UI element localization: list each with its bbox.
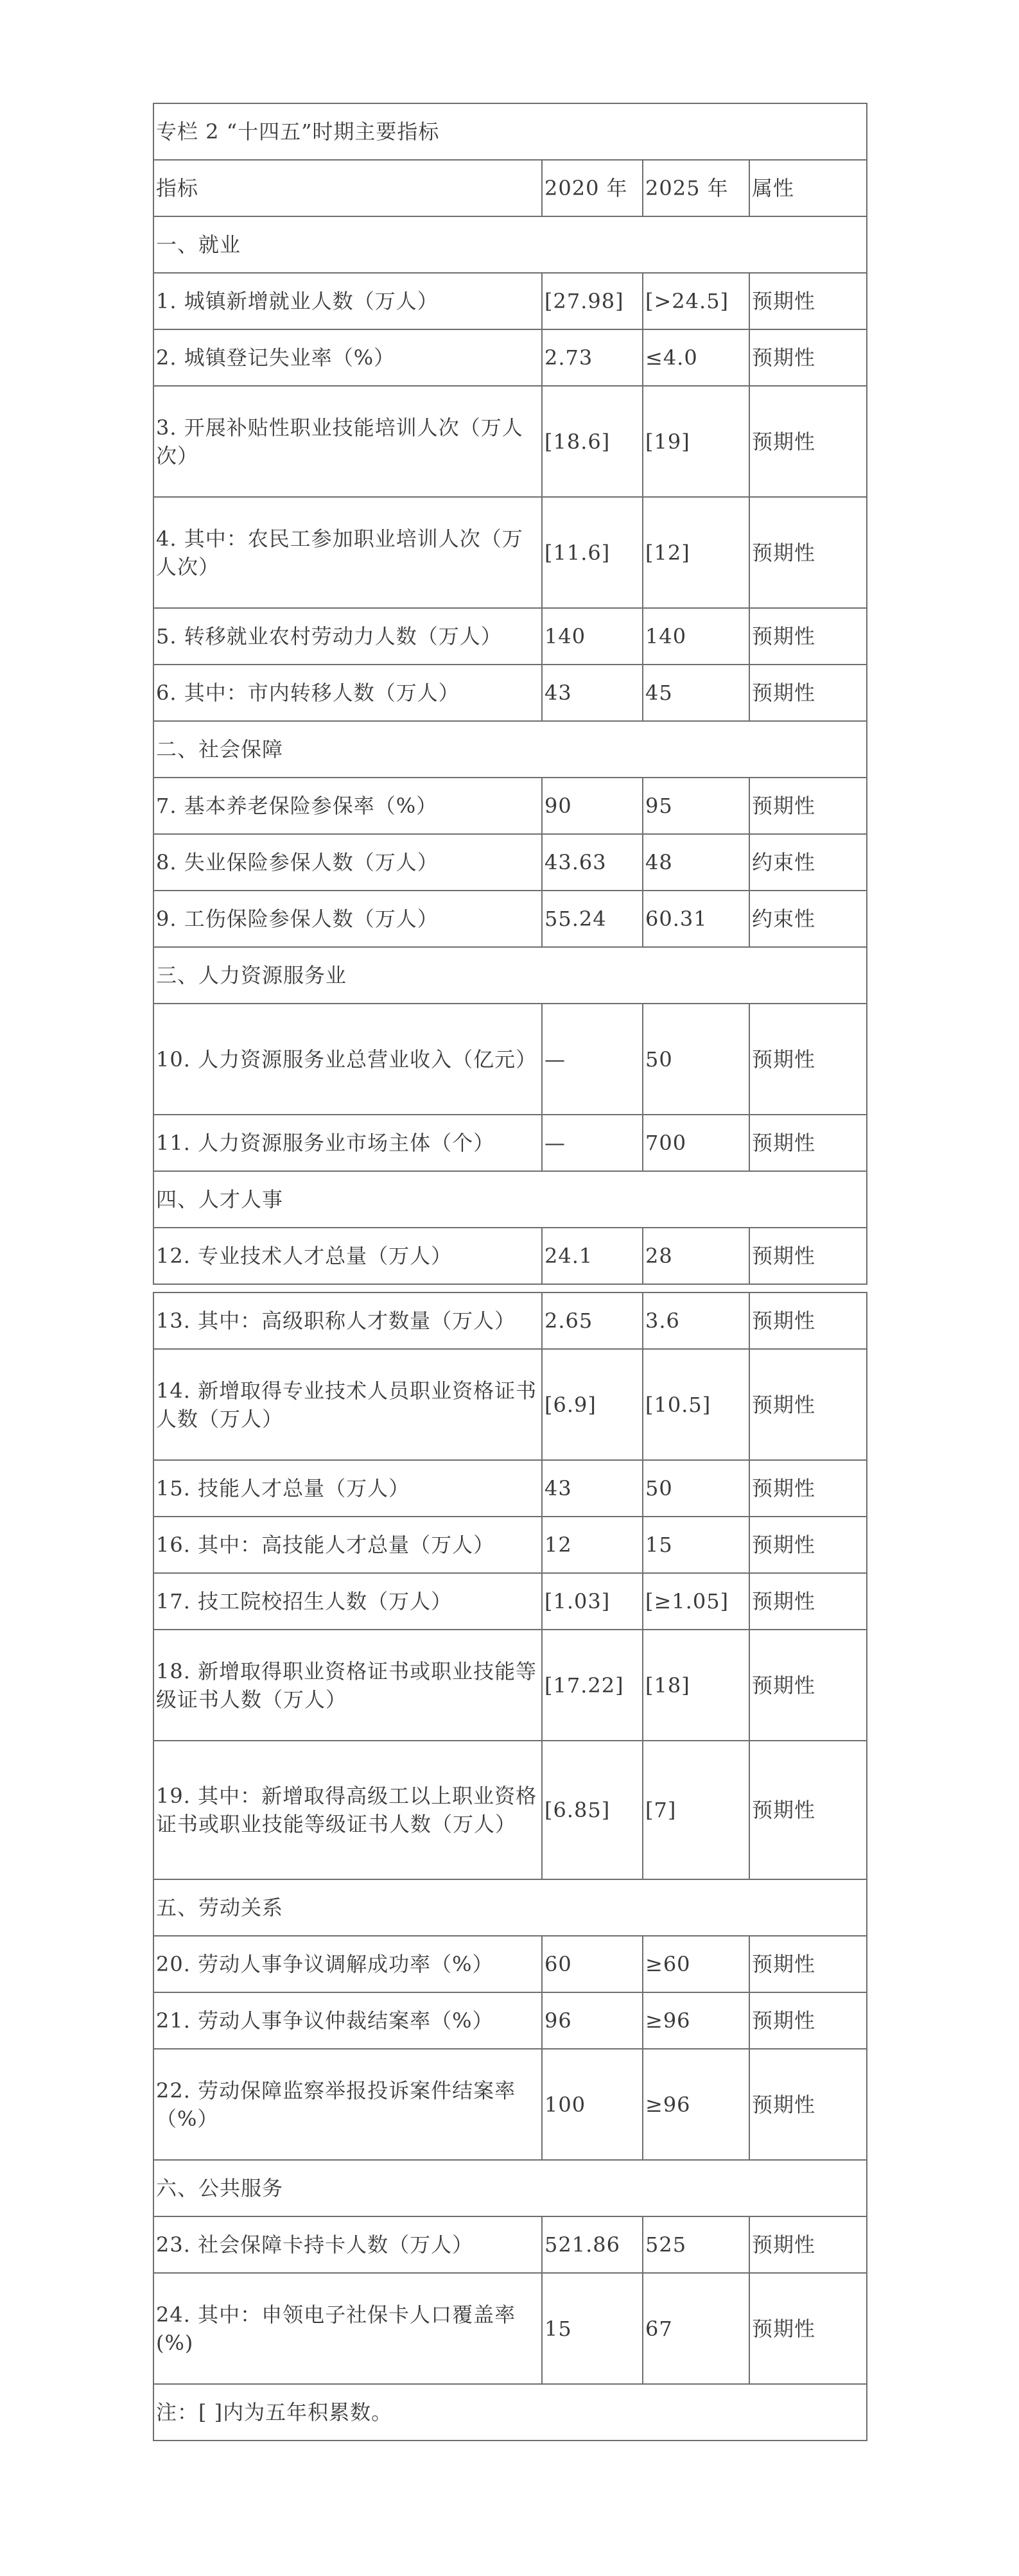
attribute-cell: 预期性 xyxy=(749,1460,867,1517)
value-2020-cell: 100 xyxy=(542,2049,643,2160)
attribute-cell: 预期性 xyxy=(749,778,867,834)
table-row xyxy=(153,1004,867,1115)
indicators-table-part2 xyxy=(153,1292,867,2441)
value-2020-cell: 55.24 xyxy=(542,891,643,947)
table-row xyxy=(153,2049,867,2160)
table-row xyxy=(153,2216,867,2273)
value-2020-cell: 2.73 xyxy=(542,329,643,386)
value-2020-cell: 12 xyxy=(542,1517,643,1573)
attribute-cell: 预期性 xyxy=(749,1349,867,1460)
attribute-cell: 预期性 xyxy=(749,2049,867,2160)
value-2020-cell: — xyxy=(542,1004,643,1115)
value-2020-cell: — xyxy=(542,1115,643,1171)
value-2025-cell: 50 xyxy=(643,1004,749,1115)
indicator-cell: 10. 人力资源服务业总营业收入（亿元） xyxy=(153,1004,542,1115)
value-2025-cell: ≥60 xyxy=(643,1936,749,1992)
attribute-cell: 预期性 xyxy=(749,386,867,497)
value-2025-cell: 95 xyxy=(643,778,749,834)
footer-row xyxy=(153,2384,867,2441)
table-row xyxy=(153,497,867,608)
indicator-cell: 22. 劳动保障监察举报投诉案件结案率（%） xyxy=(153,2049,542,2160)
section-row xyxy=(153,721,867,778)
table-row xyxy=(153,891,867,947)
value-2025-cell: 48 xyxy=(643,834,749,891)
value-2025-cell: 140 xyxy=(643,608,749,665)
value-2020-cell: 43.63 xyxy=(542,834,643,891)
attribute-cell: 预期性 xyxy=(749,665,867,721)
table-row xyxy=(153,2273,867,2384)
value-2025-cell: ≥96 xyxy=(643,2049,749,2160)
indicators-table-part1 xyxy=(153,103,867,1285)
value-2020-cell: 140 xyxy=(542,608,643,665)
value-2020-cell: 43 xyxy=(542,1460,643,1517)
attribute-cell: 预期性 xyxy=(749,1573,867,1630)
value-2025-cell: 700 xyxy=(643,1115,749,1171)
value-2025-cell: [19] xyxy=(643,386,749,497)
indicator-cell: 17. 技工院校招生人数（万人） xyxy=(153,1573,542,1630)
attribute-cell: 预期性 xyxy=(749,497,867,608)
table-row xyxy=(153,386,867,497)
value-2025-cell: ≥96 xyxy=(643,1992,749,2049)
indicator-cell: 16. 其中：高技能人才总量（万人） xyxy=(153,1517,542,1573)
attribute-cell: 预期性 xyxy=(749,329,867,386)
table-row xyxy=(153,665,867,721)
value-2020-cell: 90 xyxy=(542,778,643,834)
attribute-cell: 预期性 xyxy=(749,2216,867,2273)
value-2025-cell: 525 xyxy=(643,2216,749,2273)
value-2025-cell: 50 xyxy=(643,1460,749,1517)
table-row xyxy=(153,1115,867,1171)
table-title-row xyxy=(153,103,867,160)
value-2025-cell: [>24.5] xyxy=(643,273,749,329)
footnote: 注：[ ]内为五年积累数。 xyxy=(153,2384,867,2441)
table-row xyxy=(153,1460,867,1517)
section-heading: 二、社会保障 xyxy=(153,721,867,778)
value-2020-cell: 15 xyxy=(542,2273,643,2384)
table-row xyxy=(153,273,867,329)
attribute-cell: 约束性 xyxy=(749,834,867,891)
indicator-cell: 7. 基本养老保险参保率（%） xyxy=(153,778,542,834)
table-row xyxy=(153,329,867,386)
section-heading: 四、人才人事 xyxy=(153,1171,867,1228)
value-2020-cell: [27.98] xyxy=(542,273,643,329)
value-2020-cell: 43 xyxy=(542,665,643,721)
table-row xyxy=(153,1630,867,1741)
value-2025-cell: [10.5] xyxy=(643,1349,749,1460)
indicator-cell: 15. 技能人才总量（万人） xyxy=(153,1460,542,1517)
attribute-cell: 预期性 xyxy=(749,1992,867,2049)
table-row xyxy=(153,1741,867,1879)
table-row xyxy=(153,1517,867,1573)
table-row xyxy=(153,1573,867,1630)
value-2025-cell: 67 xyxy=(643,2273,749,2384)
indicator-cell: 9. 工伤保险参保人数（万人） xyxy=(153,891,542,947)
section-heading: 六、公共服务 xyxy=(153,2160,867,2216)
indicator-cell: 21. 劳动人事争议仲裁结案率（%） xyxy=(153,1992,542,2049)
value-2020-cell: [11.6] xyxy=(542,497,643,608)
section-row xyxy=(153,1171,867,1228)
table-row xyxy=(153,834,867,891)
indicator-cell: 8. 失业保险参保人数（万人） xyxy=(153,834,542,891)
indicator-cell: 11. 人力资源服务业市场主体（个） xyxy=(153,1115,542,1171)
header-indicator: 指标 xyxy=(153,160,542,216)
attribute-cell: 预期性 xyxy=(749,1228,867,1284)
attribute-cell: 预期性 xyxy=(749,1630,867,1741)
value-2025-cell: 3.6 xyxy=(643,1292,749,1349)
value-2020-cell: [6.9] xyxy=(542,1349,643,1460)
section-heading: 三、人力资源服务业 xyxy=(153,947,867,1004)
value-2020-cell: 24.1 xyxy=(542,1228,643,1284)
section-heading: 一、就业 xyxy=(153,216,867,273)
table-header-row xyxy=(153,160,867,216)
value-2020-cell: 96 xyxy=(542,1992,643,2049)
attribute-cell: 预期性 xyxy=(749,1517,867,1573)
table-row xyxy=(153,1228,867,1284)
indicator-cell: 19. 其中：新增取得高级工以上职业资格证书或职业技能等级证书人数（万人） xyxy=(153,1741,542,1879)
value-2020-cell: [18.6] xyxy=(542,386,643,497)
indicator-cell: 5. 转移就业农村劳动力人数（万人） xyxy=(153,608,542,665)
value-2025-cell: [12] xyxy=(643,497,749,608)
attribute-cell: 预期性 xyxy=(749,2273,867,2384)
value-2025-cell: 60.31 xyxy=(643,891,749,947)
attribute-cell: 约束性 xyxy=(749,891,867,947)
attribute-cell: 预期性 xyxy=(749,1115,867,1171)
value-2020-cell: [6.85] xyxy=(542,1741,643,1879)
value-2020-cell: [17.22] xyxy=(542,1630,643,1741)
attribute-cell: 预期性 xyxy=(749,1004,867,1115)
value-2020-cell: 60 xyxy=(542,1936,643,1992)
table-row xyxy=(153,608,867,665)
indicator-cell: 1. 城镇新增就业人数（万人） xyxy=(153,273,542,329)
attribute-cell: 预期性 xyxy=(749,273,867,329)
indicator-cell: 12. 专业技术人才总量（万人） xyxy=(153,1228,542,1284)
table-row xyxy=(153,1349,867,1460)
section-row xyxy=(153,1879,867,1936)
table-row xyxy=(153,778,867,834)
header-2020: 2020 年 xyxy=(542,160,643,216)
indicator-cell: 3. 开展补贴性职业技能培训人次（万人次） xyxy=(153,386,542,497)
value-2025-cell: [18] xyxy=(643,1630,749,1741)
attribute-cell: 预期性 xyxy=(749,608,867,665)
section-heading: 五、劳动关系 xyxy=(153,1879,867,1936)
value-2020-cell: 521.86 xyxy=(542,2216,643,2273)
header-2025: 2025 年 xyxy=(643,160,749,216)
indicator-cell: 23. 社会保障卡持卡人数（万人） xyxy=(153,2216,542,2273)
indicator-cell: 6. 其中：市内转移人数（万人） xyxy=(153,665,542,721)
value-2025-cell: 15 xyxy=(643,1517,749,1573)
table-row xyxy=(153,1292,867,1349)
table-row xyxy=(153,1992,867,2049)
indicator-cell: 13. 其中：高级职称人才数量（万人） xyxy=(153,1292,542,1349)
indicator-cell: 20. 劳动人事争议调解成功率（%） xyxy=(153,1936,542,1992)
attribute-cell: 预期性 xyxy=(749,1741,867,1879)
value-2025-cell: [7] xyxy=(643,1741,749,1879)
attribute-cell: 预期性 xyxy=(749,1292,867,1349)
indicator-cell: 14. 新增取得专业技术人员职业资格证书人数（万人） xyxy=(153,1349,542,1460)
value-2025-cell: [≥1.05] xyxy=(643,1573,749,1630)
header-attribute: 属性 xyxy=(749,160,867,216)
indicator-cell: 2. 城镇登记失业率（%） xyxy=(153,329,542,386)
section-row xyxy=(153,216,867,273)
section-row xyxy=(153,2160,867,2216)
table-title: 专栏 2 “十四五”时期主要指标 xyxy=(153,103,867,160)
attribute-cell: 预期性 xyxy=(749,1936,867,1992)
value-2020-cell: 2.65 xyxy=(542,1292,643,1349)
value-2025-cell: 45 xyxy=(643,665,749,721)
table-row xyxy=(153,1936,867,1992)
value-2025-cell: ≤4.0 xyxy=(643,329,749,386)
value-2020-cell: [1.03] xyxy=(542,1573,643,1630)
section-row xyxy=(153,947,867,1004)
indicator-cell: 18. 新增取得职业资格证书或职业技能等级证书人数（万人） xyxy=(153,1630,542,1741)
indicator-cell: 4. 其中：农民工参加职业培训人次（万人次） xyxy=(153,497,542,608)
value-2025-cell: 28 xyxy=(643,1228,749,1284)
indicator-cell: 24. 其中：申领电子社保卡人口覆盖率(%) xyxy=(153,2273,542,2384)
